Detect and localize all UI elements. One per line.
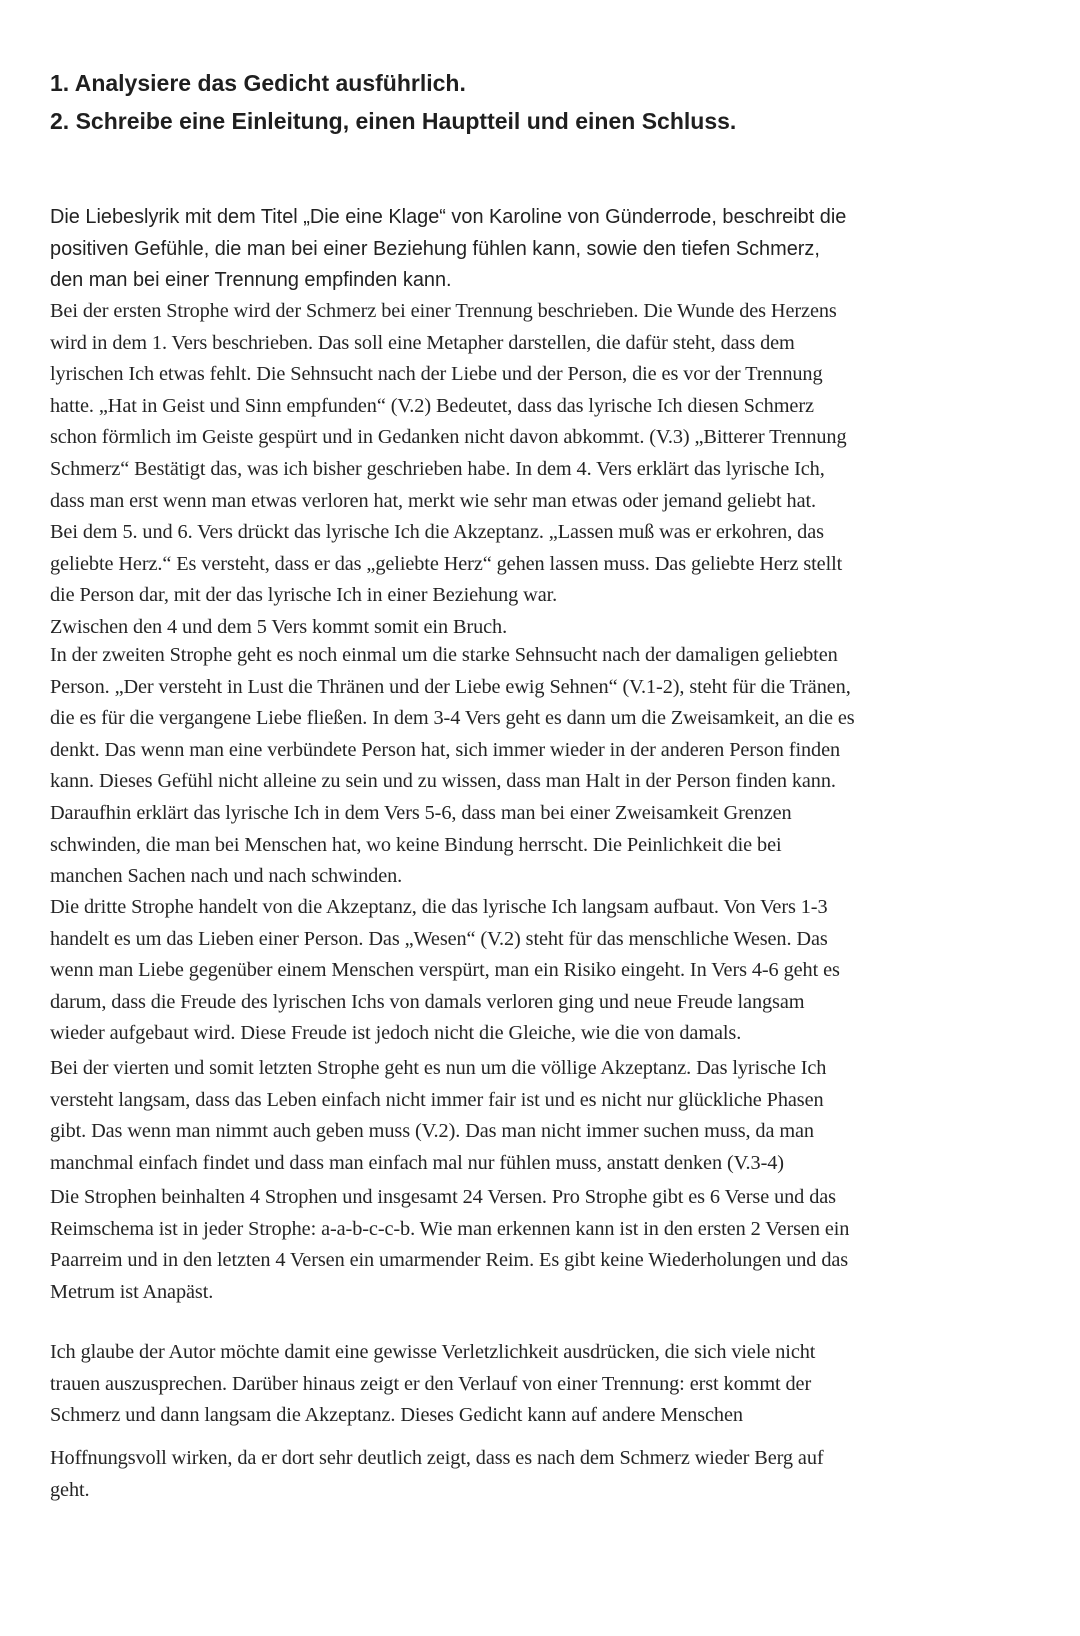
text-line: Schmerz und dann langsam die Akzeptanz. Dieses Gedicht kann auf andere Menschen xyxy=(50,1404,743,1427)
text-line: schon förmlich im Geiste gespürt und in Gedanken nicht davon abkommt. (V.3) „Bitterer Trennung xyxy=(50,426,847,449)
text-line: Reimschema ist in jeder Strophe: a-a-b-c-c-b. Wie man erkennen kann ist in den ersten 2 Versen ein xyxy=(50,1217,850,1240)
text-line: dass man erst wenn man etwas verloren hat, merkt wie sehr man etwas oder jemand geliebt hat. xyxy=(50,489,816,512)
text-line: Die Liebeslyrik mit dem Titel „Die eine Klage“ von Karoline von Günderrode, beschreibt die xyxy=(50,206,847,228)
text-line: Zwischen den 4 und dem 5 Vers kommt somit ein Bruch. xyxy=(50,615,508,638)
text-line: Bei der vierten und somit letzten Strophe geht es nun um die völlige Akzeptanz. Das lyrische Ich xyxy=(50,1057,827,1079)
text-line: Hoffnungsvoll wirken, da er dort sehr deutlich zeigt, dass es nach dem Schmerz wieder Berg auf xyxy=(50,1447,824,1469)
paragraph-form xyxy=(50,1182,1030,1308)
paragraph-conclusion xyxy=(50,1337,1030,1432)
paragraph-strophe-2 xyxy=(50,640,1030,893)
task-list xyxy=(50,64,736,140)
text-line: wird in dem 1. Vers beschrieben. Das soll eine Metapher darstellen, die dafür steht, dass dem xyxy=(50,331,795,354)
task-item: 2. Schreibe eine Einleitung, einen Hauptteil und einen Schluss. xyxy=(50,108,737,134)
intro-paragraph xyxy=(50,202,1030,297)
text-line: die es für die vergangene Liebe fließen. In dem 3-4 Vers geht es dann um die Zweisamkeit, an die es xyxy=(50,707,855,730)
text-line: geliebte Herz.“ Es versteht, dass er das „geliebte Herz“ gehen lassen muss. Das geliebte Herz stellt xyxy=(50,552,843,575)
text-line: gibt. Das wenn man nimmt auch geben muss (V.2). Das man nicht immer suchen muss, da man xyxy=(50,1120,814,1143)
text-line: geht. xyxy=(50,1478,90,1501)
text-line: Daraufhin erklärt das lyrische Ich in dem Vers 5-6, dass man bei einer Zweisamkeit Grenzen xyxy=(50,801,792,824)
text-line: manchen Sachen nach und nach schwinden. xyxy=(50,865,403,888)
task-item: 1. Analysiere das Gedicht ausführlich. xyxy=(50,70,466,96)
text-line: den man bei einer Trennung empfinden kann. xyxy=(50,269,452,291)
text-line: Bei der ersten Strophe wird der Schmerz bei einer Trennung beschrieben. Die Wunde des Herzens xyxy=(50,300,837,322)
text-line: lyrischen Ich etwas fehlt. Die Sehnsucht nach der Liebe und der Person, die es vor der Trennung xyxy=(50,363,823,386)
text-line: Metrum ist Anapäst. xyxy=(50,1280,214,1303)
text-line: denkt. Das wenn man eine verbündete Person hat, sich immer wieder in der anderen Person finden xyxy=(50,738,841,761)
text-line: Die dritte Strophe handelt von die Akzeptanz, die das lyrische Ich langsam aufbaut. Von Vers 1-3 xyxy=(50,896,828,918)
text-line: wieder aufgebaut wird. Diese Freude ist jedoch nicht die Gleiche, wie die von damals. xyxy=(50,1022,742,1045)
text-line: wenn man Liebe gegenüber einem Menschen verspürt, man ein Risiko eingeht. In Vers 4-6 geht es xyxy=(50,959,840,982)
text-line: hatte. „Hat in Geist und Sinn empfunden“ (V.2) Bedeutet, dass das lyrische Ich diesen Schmerz xyxy=(50,394,814,417)
text-line: Ich glaube der Autor möchte damit eine gewisse Verletzlichkeit ausdrücken, die sich viele nicht xyxy=(50,1341,816,1363)
text-line: Bei dem 5. und 6. Vers drückt das lyrische Ich die Akzeptanz. „Lassen muß was er erkohren, das xyxy=(50,521,824,544)
text-line: trauen auszusprechen. Darüber hinaus zeigt er den Verlauf von einer Trennung: erst kommt der xyxy=(50,1372,812,1395)
text-line: positiven Gefühle, die man bei einer Beziehung fühlen kann, sowie den tiefen Schmerz, xyxy=(50,237,820,260)
text-line: darum, dass die Freude des lyrischen Ichs von damals verloren ging und neue Freude langsam xyxy=(50,990,805,1013)
text-line: manchmal einfach findet und dass man einfach mal nur fühlen muss, anstatt denken (V.3-4) xyxy=(50,1151,784,1174)
text-line: versteht langsam, dass das Leben einfach nicht immer fair ist und es nicht nur glückliche Phasen xyxy=(50,1088,824,1111)
text-line: Schmerz“ Bestätigt das, was ich bisher geschrieben habe. In dem 4. Vers erklärt das lyrische Ich, xyxy=(50,457,825,480)
paragraph-strophe-4 xyxy=(50,1053,1030,1179)
paragraph-strophe-1 xyxy=(50,296,1030,644)
paragraph-strophe-3 xyxy=(50,892,1030,1050)
text-line: Person. „Der versteht in Lust die Thränen und der Liebe ewig Sehnen“ (V.1-2), steht für die Tränen, xyxy=(50,675,851,698)
text-line: In der zweiten Strophe geht es noch einmal um die starke Sehnsucht nach der damaligen geliebten xyxy=(50,644,838,666)
text-line: handelt es um das Lieben einer Person. Das „Wesen“ (V.2) steht für das menschliche Wesen. Das xyxy=(50,927,828,950)
text-line: kann. Dieses Gefühl nicht alleine zu sein und zu wissen, dass man Halt in der Person finden kann. xyxy=(50,770,836,793)
text-line: Die Strophen beinhalten 4 Strophen und insgesamt 24 Versen. Pro Strophe gibt es 6 Verse und das xyxy=(50,1186,836,1208)
paragraph-closing xyxy=(50,1443,1030,1506)
text-line: die Person dar, mit der das lyrische Ich in einer Beziehung war. xyxy=(50,584,558,607)
text-line: schwinden, die man bei Menschen hat, wo keine Bindung herrscht. Die Peinlichkeit die bei xyxy=(50,833,782,856)
text-line: Paarreim und in den letzten 4 Versen ein umarmender Reim. Es gibt keine Wiederholungen und das xyxy=(50,1249,849,1272)
